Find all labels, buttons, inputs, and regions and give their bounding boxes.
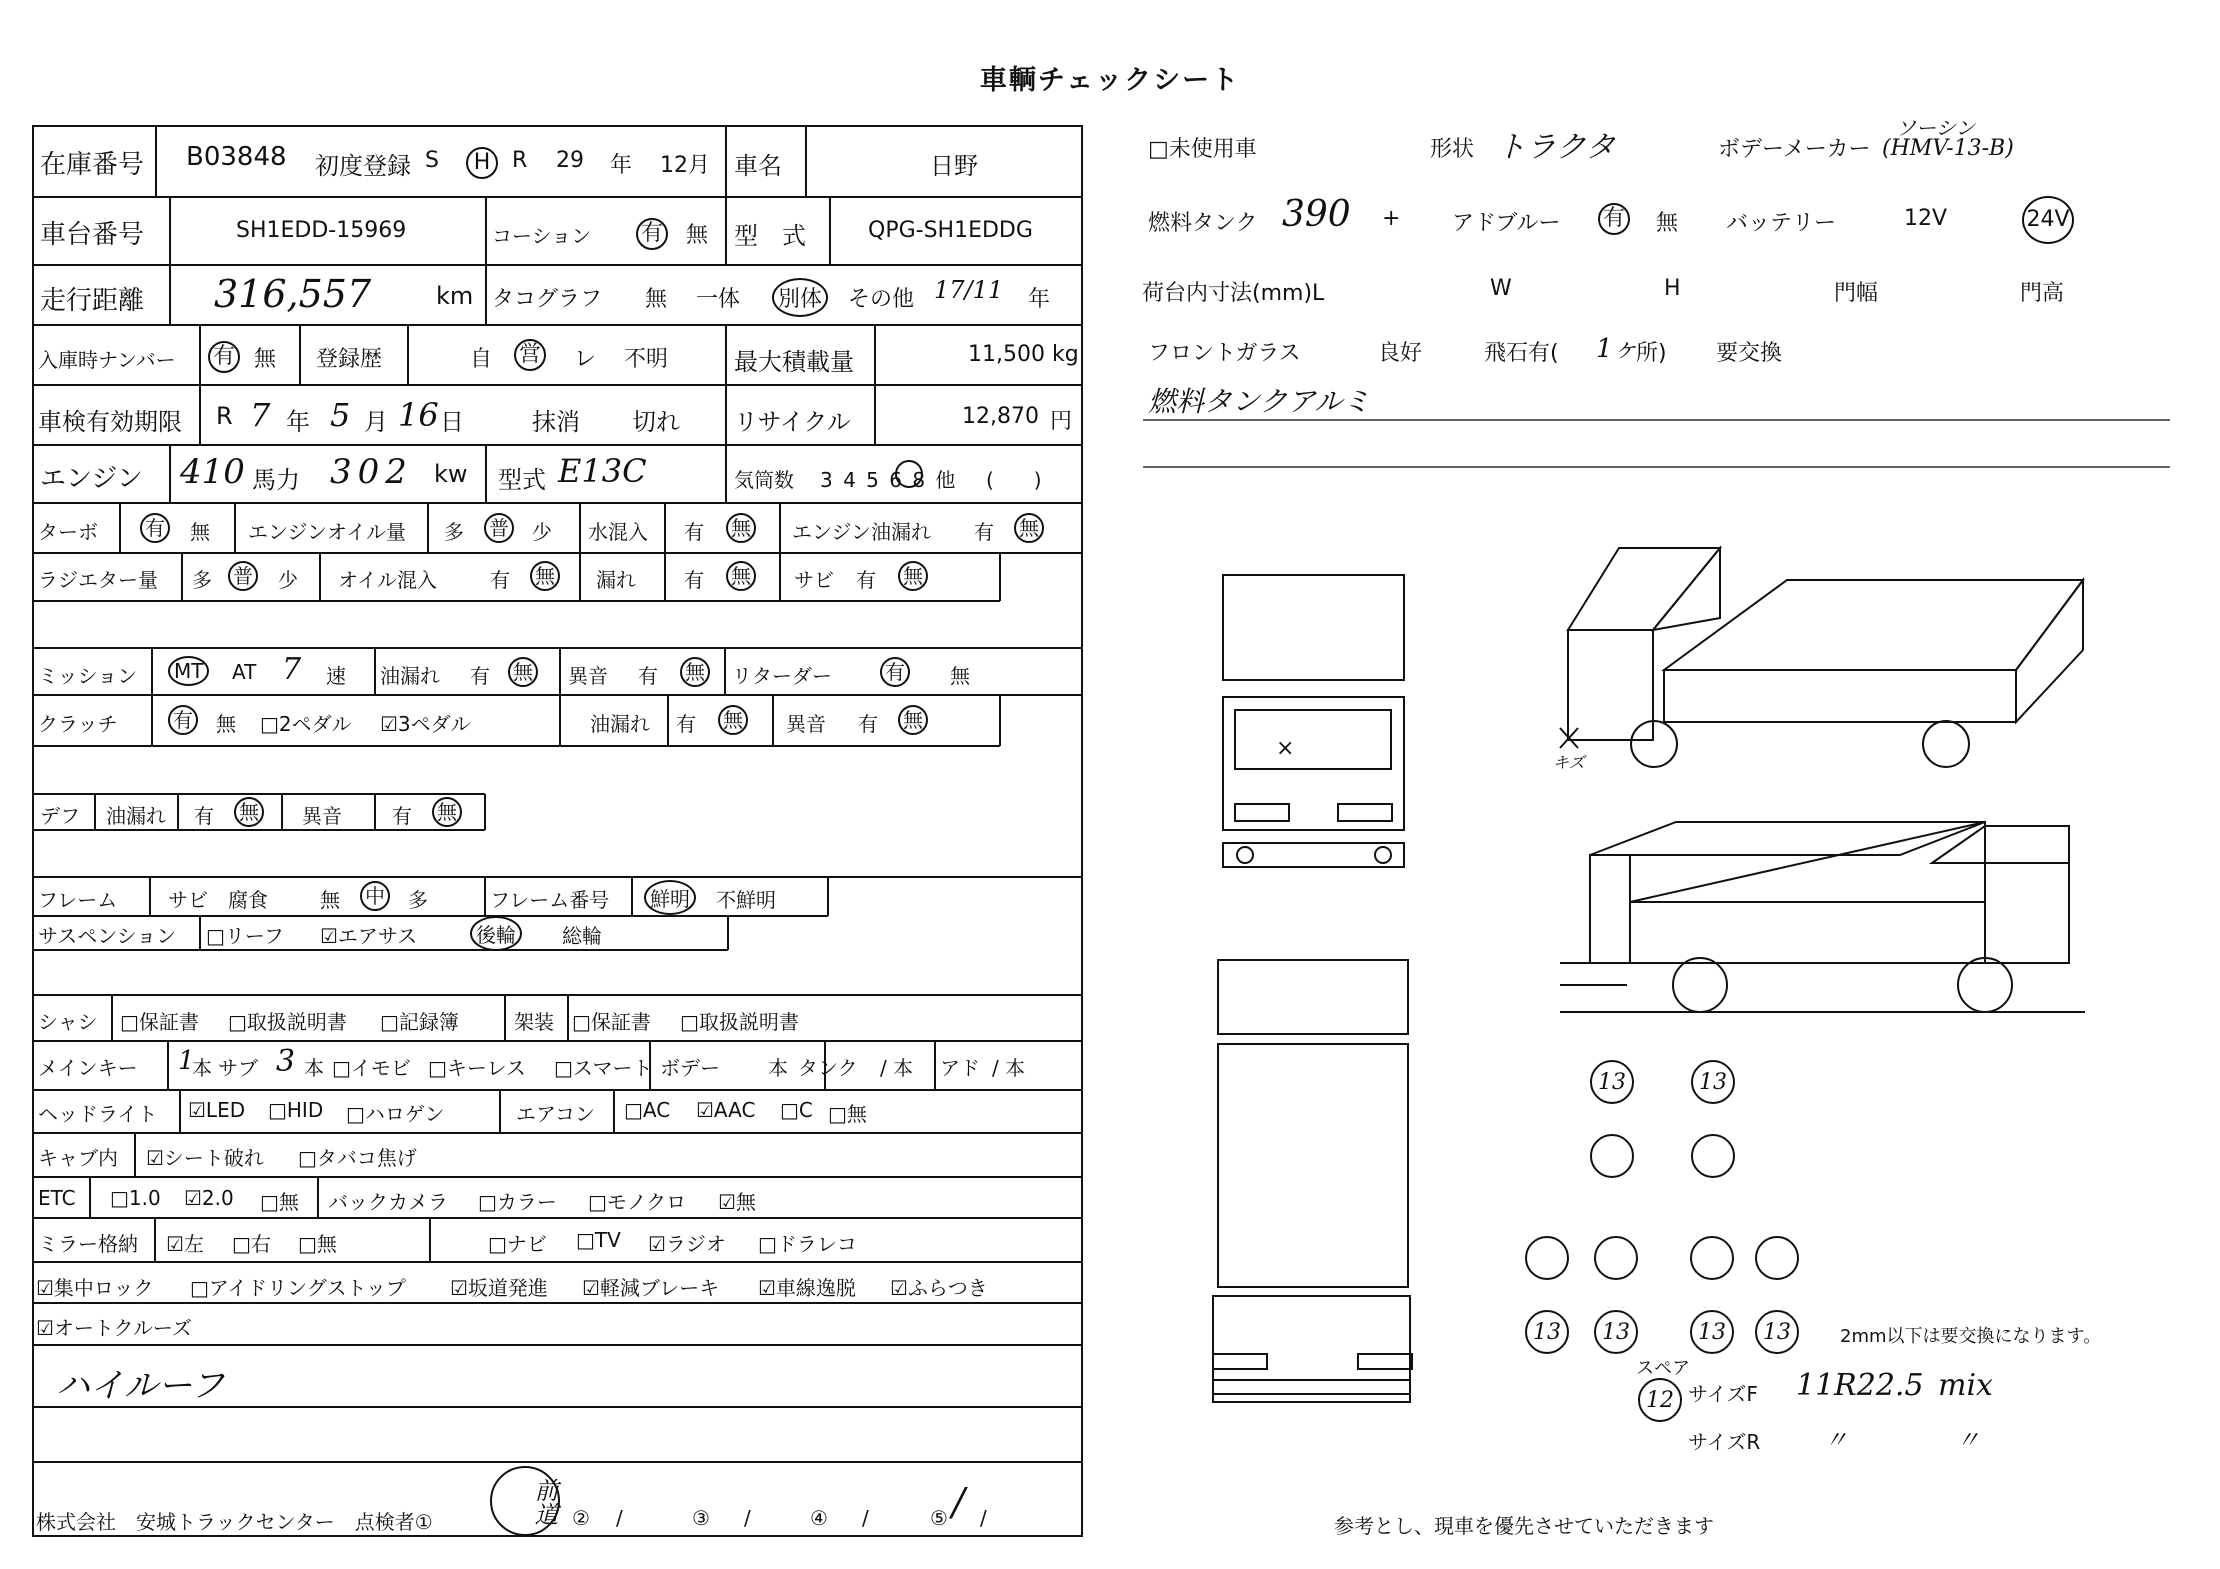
frame-no-label: フレーム番号 <box>490 888 610 912</box>
inspector-3: ③ <box>692 1506 710 1530</box>
leak-no-circled: 無 <box>726 561 756 591</box>
sub-key-unit: 本 <box>304 1056 324 1080</box>
ad-key-unit: / 本 <box>992 1056 1026 1080</box>
car-name-label: 車名 <box>734 152 782 180</box>
engine-oil-leak-label: エンジン油漏れ <box>792 520 931 544</box>
chassis-no: SH1EDD-15969 <box>236 218 407 243</box>
mirror-right: □右 <box>232 1232 271 1256</box>
oil-mix-yes: 有 <box>490 568 510 592</box>
back-camera-none: ☑無 <box>718 1190 756 1214</box>
adblue-no: 無 <box>1656 211 1679 236</box>
recycle-label: リサイクル <box>734 408 851 436</box>
fuel-tank-value: 390 <box>1282 194 1351 235</box>
tacho-other: その他 <box>848 287 915 312</box>
car-name: 日野 <box>930 152 978 180</box>
turbo-yes-circled: 有 <box>140 513 170 543</box>
windshield-chip-pre: 飛石有( <box>1484 341 1559 366</box>
etc-1-0: □1.0 <box>110 1186 161 1210</box>
cylinders-options: 3 4 5 6 8 他 <box>820 468 956 492</box>
engine-oil-leak-no-circled: 無 <box>1014 513 1044 543</box>
tire-rear-3-depth: 13 <box>1698 1320 1726 1345</box>
disclaimer: 参考とし、現車を優先させていただきます <box>1334 1514 1714 1538</box>
rear-view-diagram <box>1213 960 1412 1402</box>
oil-mix-label: オイル混入 <box>338 568 437 592</box>
sub-key-count: 3 <box>276 1044 296 1079</box>
frame-no-clear-circled: 鮮明 <box>644 880 696 915</box>
size-rear-ditto-2: 〃 <box>1956 1426 1980 1454</box>
model-label: 型 式 <box>734 222 806 250</box>
inspection-cancel: 抹消 <box>532 408 580 436</box>
tacho-separate-circled: 別体 <box>772 278 828 317</box>
radiator-few: 少 <box>278 568 298 592</box>
retarder-no: 無 <box>950 664 970 688</box>
front-view-top-diagram <box>1223 575 1404 867</box>
tire-front-right-depth: 13 <box>1699 1070 1727 1095</box>
cab-seat-torn: ☑シート破れ <box>146 1146 264 1170</box>
bed-width-label: W <box>1490 276 1512 301</box>
inspection-label: 車検有効期限 <box>38 408 182 436</box>
mission-noise-yes: 有 <box>638 664 658 688</box>
era-s: S <box>425 148 439 173</box>
aircon-aac: ☑AAC <box>696 1098 756 1122</box>
main-key-count: 1 <box>178 1046 195 1076</box>
plate-no: 無 <box>254 347 277 372</box>
clutch-oil-leak-label: 油漏れ <box>590 712 650 736</box>
inspector-name: 前道 <box>530 1478 558 1526</box>
mission-noise-label: 異音 <box>568 664 608 688</box>
suspension-rear-circled: 後輪 <box>470 916 522 951</box>
aircon-none: □無 <box>828 1102 867 1126</box>
recycle-yen: 円 <box>1050 409 1073 434</box>
aircon-ac: □AC <box>624 1098 671 1122</box>
bed-size-label: 荷台内寸法(mm)L <box>1142 281 1325 306</box>
aircon-label: エアコン <box>516 1102 595 1126</box>
mission-speed-label: 速 <box>326 664 346 688</box>
frame-rust-many: 多 <box>408 888 428 912</box>
shape-label: 形状 <box>1430 137 1475 162</box>
battery-label: バッテリー <box>1726 211 1837 236</box>
etc-none: □無 <box>260 1190 299 1214</box>
reg-rental: レ <box>574 347 597 372</box>
chassis-record: □記録簿 <box>380 1010 459 1034</box>
tire-front-left-depth: 13 <box>1598 1070 1626 1095</box>
chassis-warranty: □保証書 <box>120 1010 199 1034</box>
scratch-note: キズ <box>1553 753 1585 772</box>
unused-vehicle: □未使用車 <box>1148 137 1257 162</box>
diff-noise-label: 異音 <box>302 804 342 828</box>
cylinders-label: 気筒数 <box>734 468 794 492</box>
oil-amount-label: エンジンオイル量 <box>248 520 406 544</box>
reg-own: 自 <box>470 347 493 372</box>
equip-tv: □TV <box>576 1228 621 1252</box>
engine-label: エンジン <box>40 464 143 494</box>
engine-oil-leak-yes: 有 <box>974 520 994 544</box>
main-key-label: メインキー <box>38 1056 138 1080</box>
mission-at: AT <box>232 660 257 684</box>
suspension-leaf: □リーフ <box>206 924 284 948</box>
tank-key-unit: / 本 <box>880 1056 914 1080</box>
recycle-value: 12,870 <box>962 404 1039 429</box>
water-mix-no-circled: 無 <box>726 513 756 543</box>
mileage-label: 走行距離 <box>40 286 145 316</box>
headlight-halogen: □ハロゲン <box>346 1102 445 1126</box>
mileage-value: 316,557 <box>214 272 372 316</box>
max-load-label: 最大積載量 <box>734 348 854 376</box>
caution-label: コーション <box>492 224 592 248</box>
radiator-normal-circled: 普 <box>228 561 258 591</box>
tire-rear-4-depth: 13 <box>1763 1320 1791 1345</box>
frame-no-unclear: 不鮮明 <box>716 888 776 912</box>
inspector-5-slash: / <box>980 1506 987 1530</box>
mission-mt-circled: MT <box>168 656 209 686</box>
memo-fuel-tank-aluminum: 燃料タンクアルミ <box>1148 385 1371 418</box>
reg-year-label: 年 <box>610 153 633 178</box>
feature-cruise: ☑オートクルーズ <box>36 1316 192 1340</box>
inspector-5-check: / <box>952 1480 965 1524</box>
radiator-many: 多 <box>192 568 212 592</box>
mission-noise-no-circled: 無 <box>680 657 710 687</box>
retarder-label: リターダー <box>732 664 832 688</box>
inspector-4-slash: / <box>862 1506 869 1530</box>
oil-normal-circled: 普 <box>484 513 514 543</box>
bed-height-label: H <box>1664 276 1681 301</box>
frame-rust-label: サビ 腐食 <box>168 888 268 912</box>
tacho-year: 17/11 <box>934 276 1004 304</box>
etc-2-0: ☑2.0 <box>184 1186 234 1210</box>
windshield-label: フロントガラス <box>1148 341 1301 366</box>
inspection-day: 16 <box>398 396 439 434</box>
mirror-label: ミラー格納 <box>38 1232 138 1256</box>
caution-no: 無 <box>686 223 709 248</box>
reg-history-label: 登録歴 <box>316 347 383 372</box>
reg-unknown: 不明 <box>624 347 669 372</box>
reg-year: 29 <box>556 148 584 173</box>
equip-navi: □ナビ <box>488 1232 547 1256</box>
oil-many: 多 <box>444 520 464 544</box>
engine-kw: 302 <box>330 452 413 492</box>
oil-few: 少 <box>532 520 552 544</box>
era-h-circled: H <box>466 147 498 179</box>
stock-no: B03848 <box>186 142 287 172</box>
body-warranty: □保証書 <box>572 1010 651 1034</box>
reg-month: 12月 <box>660 153 710 178</box>
cylinders-paren: ( ) <box>986 468 1042 492</box>
gate-height-label: 門高 <box>2020 281 2065 306</box>
clutch-label: クラッチ <box>38 712 118 736</box>
suspension-label: サスペンション <box>38 924 177 948</box>
size-rear-ditto-1: 〃 <box>1824 1426 1848 1454</box>
company-inspector-label: 株式会社 安城トラックセンター 点検者① <box>36 1510 433 1534</box>
tire-replace-note: 2mm以下は要交換になります。 <box>1840 1326 2102 1347</box>
tacho-none: 無 <box>645 287 668 312</box>
spare-tire-depth: 12 <box>1646 1388 1674 1413</box>
shape-value: トラクタ <box>1496 130 1616 165</box>
turbo-no: 無 <box>190 520 210 544</box>
key-keyless: □キーレス <box>428 1056 526 1080</box>
clutch-oil-leak-yes: 有 <box>676 712 696 736</box>
inspector-2: ② <box>572 1506 590 1530</box>
chassis-manual: □取扱説明書 <box>228 1010 347 1034</box>
engine-type-label: 型式 <box>498 466 546 494</box>
mission-label: ミッション <box>38 664 138 688</box>
diff-oil-leak-yes: 有 <box>194 804 214 828</box>
tire-rear-2-depth: 13 <box>1602 1320 1630 1345</box>
clutch-3pedal: ☑3ペダル <box>380 712 471 736</box>
size-front-value: 11R22.5 <box>1796 1368 1924 1403</box>
caution-yes-circled: 有 <box>636 218 668 250</box>
inspection-expired: 切れ <box>632 408 680 436</box>
tacho-integrated: 一体 <box>696 287 741 312</box>
windshield-replace: 要交換 <box>1716 341 1783 366</box>
frame-label: フレーム <box>38 888 118 912</box>
inspection-year: 7 <box>250 396 271 434</box>
side-view-cab-left-diagram <box>1560 548 2083 767</box>
windshield-good: 良好 <box>1378 341 1423 366</box>
windshield-chip-post: 所) <box>1636 341 1667 366</box>
headlight-led: ☑LED <box>188 1098 246 1122</box>
feature-central-lock: ☑集中ロック <box>36 1276 154 1300</box>
leak-label: 漏れ <box>596 568 636 592</box>
body-key-unit: 本 <box>768 1056 788 1080</box>
adblue-yes-circled: 有 <box>1598 203 1630 235</box>
frame-rust-medium-circled: 中 <box>360 881 390 911</box>
chassis-label: 車台番号 <box>40 220 145 250</box>
feature-hill-start: ☑坂道発進 <box>450 1276 548 1300</box>
sheet-title: 車輌チェックシート <box>979 65 1241 96</box>
cab-cigarette-burn: □タバコ焦げ <box>298 1146 417 1170</box>
inspector-5: ⑤ <box>930 1506 948 1530</box>
era-r: R <box>512 148 528 173</box>
turbo-label: ターボ <box>38 520 98 544</box>
tank-key-label: タンク <box>798 1056 858 1080</box>
first-reg-label: 初度登録 <box>315 152 411 180</box>
inspection-m: 月 <box>364 408 388 436</box>
back-camera-mono: □モノクロ <box>588 1190 687 1214</box>
rust-no-circled: 無 <box>898 561 928 591</box>
inspection-month: 5 <box>330 396 351 434</box>
tacho-label: タコグラフ <box>492 287 603 312</box>
back-camera-color: □カラー <box>478 1190 557 1214</box>
spare-label: スペア <box>1636 1358 1690 1379</box>
max-load: 11,500 kg <box>968 342 1079 367</box>
retarder-yes-circled: 有 <box>880 657 910 687</box>
aircon-c: □C <box>780 1098 813 1122</box>
plate-label: 入庫時ナンバー <box>38 348 176 372</box>
tacho-year-label: 年 <box>1028 287 1051 312</box>
key-smart: □スマート <box>554 1056 653 1080</box>
etc-label: ETC <box>38 1186 76 1210</box>
frame-rust-none: 無 <box>320 888 340 912</box>
radiator-label: ラジエター量 <box>38 568 158 592</box>
engine-kw-unit: kw <box>434 460 468 488</box>
inspection-era: R <box>216 402 233 430</box>
battery-24v-circled: 24V <box>2022 196 2074 244</box>
engine-ps: 410 <box>180 452 245 492</box>
clutch-oil-leak-no-circled: 無 <box>718 705 748 735</box>
chassis-docs-label: シャシ <box>38 1010 98 1034</box>
inspector-2-slash: / <box>616 1506 623 1530</box>
clutch-noise-no-circled: 無 <box>898 705 928 735</box>
size-front-mix: mix <box>1938 1368 1993 1403</box>
tire-rear-1-depth: 13 <box>1533 1320 1561 1345</box>
engine-ps-label: 馬力 <box>252 466 300 494</box>
sub-key-label: サブ <box>218 1056 258 1080</box>
main-key-unit: 本 <box>192 1056 212 1080</box>
rust-label: サビ <box>794 568 834 592</box>
clutch-noise-label: 異音 <box>786 712 826 736</box>
body-maker-model: (HMV-13-B) <box>1882 136 2014 161</box>
equip-radio: ☑ラジオ <box>648 1232 726 1256</box>
engine-type: E13C <box>558 452 647 490</box>
inspector-3-slash: / <box>744 1506 751 1530</box>
key-immobi: □イモビ <box>332 1056 411 1080</box>
reg-business-circled: 営 <box>514 339 546 371</box>
model-value: QPG-SH1EDDG <box>868 218 1033 243</box>
diff-oil-leak-label: 油漏れ <box>106 804 166 828</box>
battery-12v: 12V <box>1904 206 1948 231</box>
inspection-y: 年 <box>286 408 310 436</box>
body-maker: ソーシン <box>1896 116 1976 140</box>
mission-oil-leak-no-circled: 無 <box>508 657 538 687</box>
equip-dashcam: □ドラレコ <box>758 1232 857 1256</box>
fuel-tank-label: 燃料タンク <box>1148 211 1258 236</box>
feature-idling-stop: □アイドリングストップ <box>190 1276 406 1300</box>
body-key-label: ボデー <box>660 1056 720 1080</box>
headlight-hid: □HID <box>268 1098 324 1122</box>
inspection-d: 日 <box>440 408 464 436</box>
fuel-plus: + <box>1382 206 1401 231</box>
ad-key-label: アド <box>940 1056 980 1080</box>
headlight-label: ヘッドライト <box>38 1102 158 1126</box>
cab-label: キャブ内 <box>38 1146 118 1170</box>
mission-speeds: 7 <box>282 652 302 687</box>
diff-noise-yes: 有 <box>392 804 412 828</box>
handwritten-note: ハイルーフ <box>56 1366 225 1406</box>
mirror-none: □無 <box>298 1232 337 1256</box>
body-maker-label: ボデーメーカー <box>1718 137 1871 162</box>
inspector-4: ④ <box>810 1506 828 1530</box>
suspension-air: ☑エアサス <box>320 924 418 948</box>
adblue-label: アドブルー <box>1452 211 1561 236</box>
diff-oil-leak-no-circled: 無 <box>234 797 264 827</box>
rust-yes: 有 <box>856 568 876 592</box>
clutch-no: 無 <box>216 712 236 736</box>
mileage-unit: km <box>436 282 474 310</box>
clutch-yes-circled: 有 <box>168 705 198 735</box>
body-docs-label: 架装 <box>514 1010 554 1034</box>
suspension-all: 総輪 <box>562 924 602 948</box>
gate-width-label: 門幅 <box>1834 281 1879 306</box>
clutch-noise-yes: 有 <box>858 712 878 736</box>
diff-noise-no-circled: 無 <box>432 797 462 827</box>
mirror-left: ☑左 <box>166 1232 204 1256</box>
leak-yes: 有 <box>684 568 704 592</box>
diff-label: デフ <box>40 804 80 828</box>
body-manual: □取扱説明書 <box>680 1010 799 1034</box>
size-rear-label: サイズR <box>1688 1430 1761 1454</box>
feature-drowsiness: ☑ふらつき <box>890 1276 988 1300</box>
water-mix-yes: 有 <box>684 520 704 544</box>
plate-yes-circled: 有 <box>208 341 240 373</box>
feature-lane-departure: ☑車線逸脱 <box>758 1276 856 1300</box>
oil-mix-no-circled: 無 <box>530 561 560 591</box>
windshield-chip-mark: × <box>1276 736 1295 761</box>
feature-brake-assist: ☑軽減ブレーキ <box>582 1276 720 1300</box>
mission-oil-leak-yes: 有 <box>470 664 490 688</box>
size-front-label: サイズF <box>1688 1382 1758 1406</box>
water-mix-label: 水混入 <box>588 520 648 544</box>
back-camera-label: バックカメラ <box>328 1190 448 1214</box>
windshield-chip-count: 1ヶ <box>1596 334 1639 364</box>
side-view-cab-right-diagram <box>1560 822 2085 1012</box>
mission-oil-leak-label: 油漏れ <box>380 664 440 688</box>
clutch-2pedal: □2ペダル <box>260 712 352 736</box>
stock-no-label: 在庫番号 <box>40 150 145 180</box>
